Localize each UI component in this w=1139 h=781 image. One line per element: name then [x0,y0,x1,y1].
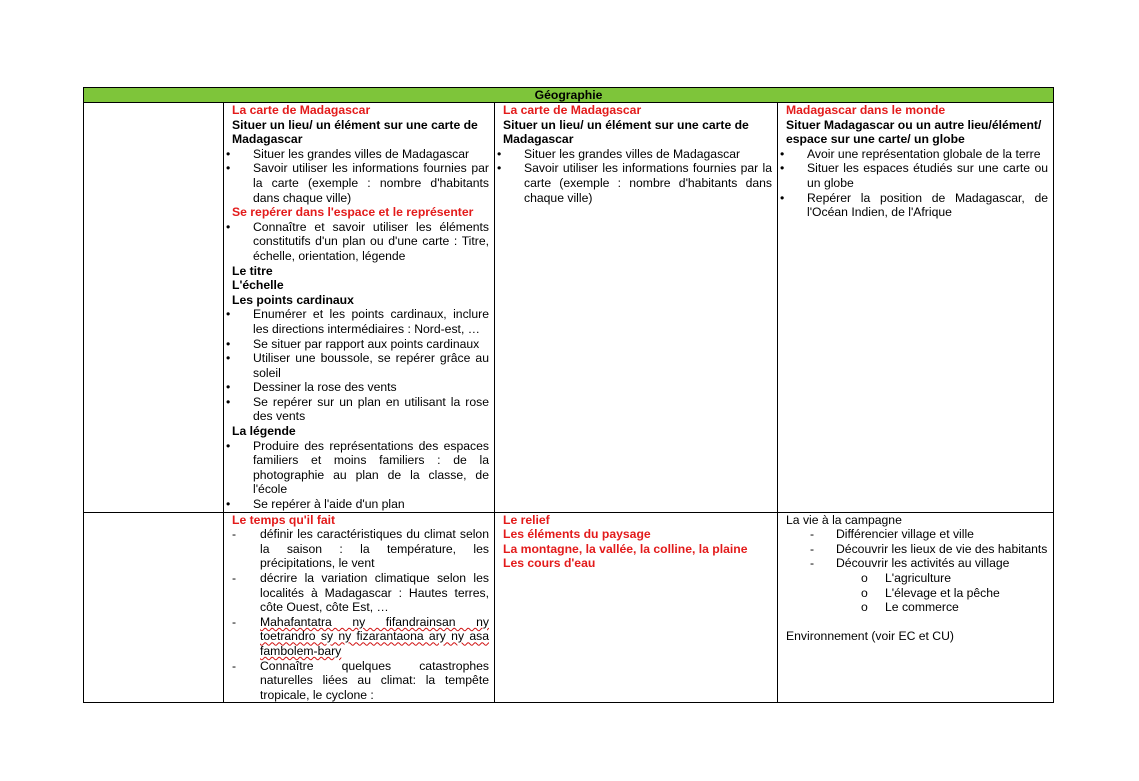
section-title: Les cours d'eau [503,556,596,571]
bullet-list [503,147,772,205]
empty-cell [84,103,224,513]
list-item: - décrire la variation climatique selon les localités à Madagascar : Hautes terres, côte Ouest, côte Est, … [232,571,489,615]
section-subtitle: Situer Madagascar ou un autre lieu/élément/ espace sur une carte/ un globe [786,117,1042,147]
list-item: o L'élevage et la pêche [859,586,1048,601]
bullet-list [232,147,489,205]
list-item: • Avoir une représentation globale de la terre [786,147,1048,162]
list-item: - Connaître quelques catastrophes naturelles liées au climat: la tempête tropicale, le cyclone : [232,659,489,703]
table-row [84,103,1054,513]
bullet-list [232,220,489,264]
list-item: • Savoir utiliser les informations fournies par la carte (exemple : nombre d'habitants dans chaque ville) [232,161,489,205]
subheading: Les points cardinaux [232,292,354,307]
bullet-list [786,147,1048,220]
list-item: • Connaître et savoir utiliser les éléments constitutifs d'un plan ou d'une carte : Titre, échelle, orientation, légende [232,220,489,264]
list-item: • Se repérer sur un plan en utilisant la rose des vents [232,395,489,424]
section-subtitle: Situer un lieu/ un élément sur une carte de Madagascar [503,117,749,147]
list-item: • Utiliser une boussole, se repérer grâce au soleil [232,351,489,380]
section-title: Se repérer dans l'espace et le représenter [232,205,474,220]
subheading: La légende [232,424,296,439]
section-title: La carte de Madagascar [503,103,642,117]
table-header: Géographie [84,88,1054,103]
list-item: - Mahafantatra ny fifandrainsan ny toetrandro sy ny fizarantaona ary ny asa fambolem-bary [232,615,489,659]
bullet-list [232,439,489,512]
list-item: • Se situer par rapport aux points cardinaux [232,337,489,352]
empty-cell [84,512,224,703]
section-subtitle: Situer un lieu/ un élément sur une carte de Madagascar [232,117,478,147]
section-title: Les éléments du paysage [503,527,651,542]
section-title: Madagascar dans le monde [786,103,946,117]
cell-row2-col3 [495,512,778,703]
spacer [786,615,1048,629]
list-item: • Repérer la position de Madagascar, de l'Océan Indien, de l'Afrique [786,191,1048,220]
section-title: Le temps qu'il fait [232,512,336,527]
circle-list [859,571,1048,615]
list-item: • Savoir utiliser les informations fournies par la carte (exemple : nombre d'habitants dans chaque ville) [503,161,772,205]
subheading: L'échelle [232,278,284,293]
dash-list [808,527,1048,571]
intro-text: La vie à la campagne [786,512,902,527]
list-item: - Différencier village et ville [808,527,1048,542]
environment-text: Environnement (voir EC et CU) [786,628,954,643]
cell-row1-col2 [224,103,495,513]
cell-row2-col4 [778,512,1054,703]
section-title: Le relief [503,512,550,527]
list-item: • Dessiner la rose des vents [232,380,489,395]
list-item: - Découvrir les activités au village [808,556,1048,571]
list-item: • Enumérer et les points cardinaux, inclure les directions intermédiaires : Nord-est, … [232,307,489,336]
list-item: - définir les caractéristiques du climat selon la saison : la température, les précipitations, le vent [232,527,489,571]
list-item: • Situer les grandes villes de Madagascar [503,147,772,162]
section-title: La montagne, la vallée, la colline, la plaine [503,541,748,556]
geography-table [83,87,1054,703]
list-item: • Produire des représentations des espaces familiers et moins familiers : de la photographie au plan de la classe, de l'école [232,439,489,497]
dash-list [232,527,489,702]
list-item: o Le commerce [859,600,1048,615]
list-item: • Situer les grandes villes de Madagascar [232,147,489,162]
bullet-list [232,307,489,424]
section-title: La carte de Madagascar [232,103,371,117]
cell-row2-col2 [224,512,495,703]
list-item: • Se repérer à l'aide d'un plan [232,497,489,512]
list-item: o L'agriculture [859,571,1048,586]
subheading: Le titre [232,263,273,278]
cell-row1-col4 [778,103,1054,513]
list-item: • Situer les espaces étudiés sur une carte ou un globe [786,161,1048,190]
table-row [84,512,1054,703]
cell-row1-col3 [495,103,778,513]
list-item: - Découvrir les lieux de vie des habitants [808,542,1048,557]
